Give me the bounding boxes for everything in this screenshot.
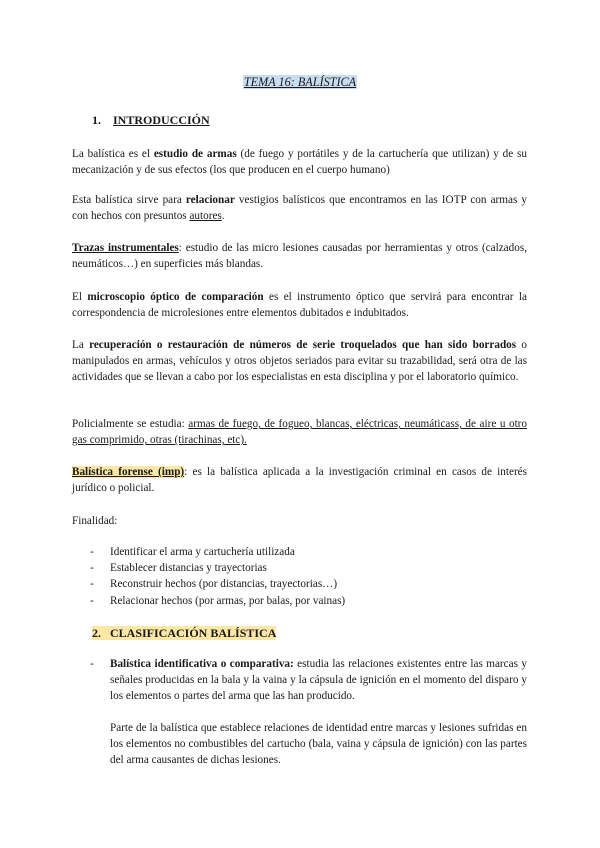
text: El: [72, 291, 88, 303]
section-heading-clasificacion: [92, 626, 276, 641]
list-item: - Identificar el arma y cartuchería utilizada: [90, 544, 345, 560]
text: La: [72, 339, 90, 351]
text: .: [221, 210, 225, 223]
paragraph-purpose: [72, 192, 527, 224]
paragraph-policialmente: [72, 416, 527, 448]
text: estudia las relaciones existentes entre las marcas y señales producidas en la bala y la vaina y la cápsula de ignición en el momento del disparo y los elementos o partes del arma que las han producido.: [110, 658, 527, 703]
text: Esta balística sirve para: [72, 194, 186, 206]
text: : estudio de las micro lesiones causadas por herramientas y otros (calzados, neumáticos…) en superficies más blandas.: [72, 242, 527, 271]
text: es el instrumento óptico que servirá para encontrar la correspondencia de microlesiones entre elementos dubitados e indubitados.: [72, 291, 527, 320]
text: o manipulados en armas, vehículos y otros objetos seriados para evitar su trazabilidad, será otra de las actividades que se llevan a cabo por los especialistas en esta disciplina y por el laboratorio químico.: [72, 339, 527, 384]
finalidad-list: [90, 544, 345, 609]
bold-term: microscopio óptico de comparación: [87, 291, 264, 303]
title-text: TEMA 16: BALÍSTICA: [243, 75, 357, 89]
list-item: - Reconstruir hechos (por distancias, trayectorias…): [90, 576, 345, 592]
bold-term: relacionar: [185, 194, 235, 206]
list-item: - Relacionar hechos (por armas, por balas, por vainas): [90, 593, 345, 609]
underlined-term: autores: [189, 210, 222, 223]
section-number: 1.: [92, 113, 101, 127]
text: (de fuego y portátiles y de la cartuchería que utilizan) y de su mecanización y de sus efectos (los que producen en el cuerpo humano): [72, 148, 527, 177]
section-label: CLASIFICACIÓN BALÍSTICA: [110, 626, 277, 640]
bold-term: recuperación o restauración de números de serie troquelados que han sido borrados: [89, 339, 517, 351]
bold-term: Balística identificativa o comparativa:: [110, 658, 294, 670]
paragraph-trazas: [72, 240, 527, 272]
bold-underlined-term: Trazas instrumentales: [72, 242, 179, 254]
paragraph-balistica-forense: [72, 464, 527, 496]
text: : es la balística aplicada a la investigación criminal en casos de interés jurídico o policial.: [72, 466, 527, 495]
bullet-identificativa: [90, 656, 527, 705]
page-title: [0, 75, 600, 90]
finalidad-label: Finalidad:: [72, 515, 118, 527]
bold-term: estudio de armas: [153, 148, 237, 160]
list-item: - Establecer distancias y trayectorias: [90, 560, 345, 576]
section-label: INTRODUCCIÓN: [113, 113, 210, 127]
paragraph-identificativa-detail: Parte de la balística que establece relaciones de identidad entre marcas y lesiones sufridas en los elementos no combustibles del cartucho (bala, vaina y cápsula de ignición) con las partes del arma causantes de dichas lesiones.: [110, 722, 527, 767]
paragraph-definition: [72, 146, 527, 178]
underlined-list: armas de fuego, de fogueo, blancas, eléctricas, neumáticass, de aire u otro gas comprimido, otras (tirachinas, etc).: [72, 418, 527, 447]
bullet-text: [110, 656, 527, 705]
text: La balística es el: [72, 148, 154, 160]
text: Policialmente se estudia:: [72, 418, 189, 430]
highlighted-term: Balística forense (imp): [72, 466, 185, 478]
section-number: 2.: [92, 626, 101, 640]
dash-marker: -: [90, 658, 94, 670]
section-heading-introduccion: [92, 113, 210, 128]
paragraph-recuperacion: [72, 337, 527, 386]
text: vestigios balísticos que encontramos en las IOTP con armas y con hechos con presuntos: [72, 194, 527, 223]
paragraph-microscopio: [72, 289, 527, 321]
